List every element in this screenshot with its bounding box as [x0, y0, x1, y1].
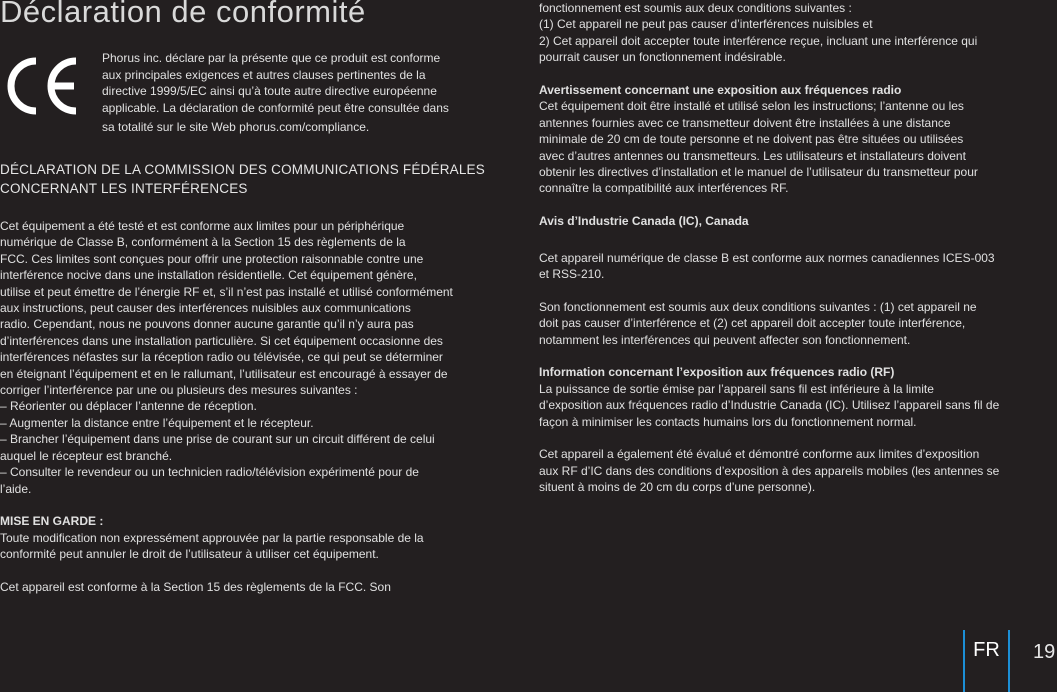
ce-line: aux principales exigences et autres clauses pertinentes de la: [102, 67, 426, 82]
fcc-line: utilise et peut émettre de l’énergie RF et, s’il n’est pas installé et utilisé conformément: [0, 284, 453, 299]
language-label: FR: [973, 639, 1000, 661]
rf-warning-heading: Avertissement concernant une exposition aux fréquences radio: [539, 83, 902, 98]
fcc-line: auquel le récepteur est branché.: [0, 448, 173, 463]
fcc-title-line: CONCERNANT LES INTERFÉRENCES: [0, 181, 248, 196]
rf-info-line: La puissance de sortie émise par l’appareil sans fil est inférieure à la limite: [539, 381, 934, 396]
page-number: 19: [1033, 641, 1056, 663]
rf-info-heading: Information concernant l’exposition aux fréquences radio (RF): [539, 365, 895, 380]
caution-line: Toute modification non expressément approuvée par la partie responsable de la: [0, 530, 424, 545]
fcc-line: l’aide.: [0, 481, 32, 496]
mobile-line: situent à moins de 20 cm du corps d’une personne).: [539, 480, 816, 495]
caution-heading: MISE EN GARDE :: [0, 514, 104, 529]
rf-info-line: façon à minimiser les contacts humains lors du fonctionnement normal.: [539, 414, 917, 429]
operation-line: doit pas causer d’interférence et (2) cet appareil doit accepter toute interférence,: [539, 316, 966, 331]
intro-line: fonctionnement est soumis aux deux conditions suivantes :: [539, 1, 852, 15]
fcc-line: – Consulter le revendeur ou un technicien radio/télévision expérimenté pour de: [0, 465, 419, 480]
left-column: [0, 160, 495, 595]
fcc-line: aux instructions, peut causer des interférences nuisibles aux communications: [0, 301, 411, 316]
ce-line: directive 1999/5/EC ainsi qu’à toute autre directive européenne: [102, 84, 437, 99]
intro-line: pourrait causer un fonctionnement indésirable.: [539, 50, 786, 65]
rf-warning-line: obtenir les directives d’installation et le manuel de l’utilisateur du transmetteur pour: [539, 165, 978, 180]
ce-declaration-text: [102, 50, 497, 136]
section15-line: Cet appareil est conforme à la Section 15 des règlements de la FCC. Son: [0, 579, 391, 594]
intro-line: 2) Cet appareil doit accepter toute interférence reçue, incluant une interférence qui: [539, 33, 978, 48]
fcc-line: radio. Cependant, nous ne pouvons donner aucune garantie qu’il n’y aura pas: [0, 317, 414, 332]
rf-info-line: d’exposition aux fréquences radio d’Industrie Canada (IC). Utilisez l’appareil sans fil de: [539, 398, 1000, 413]
ic-line: Cet appareil numérique de classe B est conforme aux normes canadiennes ICES-003: [539, 250, 995, 265]
right-column: [539, 0, 1039, 496]
fcc-line: FCC. Ces limites sont conçues pour offrir une protection raisonnable contre une: [0, 251, 424, 266]
fcc-line: Cet équipement a été testé et est conforme aux limites pour un périphérique: [0, 219, 405, 233]
fcc-body: [0, 218, 495, 497]
page-title: Déclaration de conformité: [0, 0, 366, 29]
ic-heading: Avis d’Industrie Canada (IC), Canada: [539, 214, 749, 229]
rf-warning-line: avec d’autres antennes ou transmetteurs. Les utilisateurs et installateurs doivent: [539, 148, 966, 163]
rf-warning-line: Cet équipement doit être installé et utilisé selon les instructions; l’antenne ou les: [539, 99, 964, 114]
fcc-line: interférences néfastes sur la réception radio ou télévisée, ce qui peut se déterminer: [0, 350, 443, 365]
rf-warning-line: minimale de 20 cm de toute personne et ne doivent pas être situées ou utilisées: [539, 132, 964, 147]
mobile-line: aux RF d’IC dans des conditions d’exposition à des appareils mobiles (les antennes se: [539, 463, 1000, 478]
fcc-line: – Augmenter la distance entre l’équipement et le récepteur.: [0, 415, 314, 430]
fcc-line: d’interférences dans une installation particulière. Si cet équipement occasionne des: [0, 333, 443, 348]
language-tab: [963, 630, 1010, 692]
rf-warning-line: antennes fournies avec ce transmetteur doivent être installées à une distance: [539, 115, 951, 130]
caution-line: conformité peut annuler le droit de l’utilisateur à utiliser cet équipement.: [0, 547, 379, 562]
fcc-line: – Réorienter ou déplacer l’antenne de réception.: [0, 399, 257, 414]
mobile-line: Cet appareil a également été évalué et démontré conforme aux limites d’exposition: [539, 447, 980, 462]
ce-line: sa totalité sur le site Web phorus.com/compliance.: [102, 120, 370, 135]
rf-warning-line: connaître la compatibilité aux interférences RF.: [539, 181, 789, 196]
operation-line: Son fonctionnement est soumis aux deux conditions suivantes : (1) cet appareil ne: [539, 299, 977, 314]
ce-line: Phorus inc. déclare par la présente que ce produit est conforme: [102, 51, 441, 65]
ic-line: et RSS-210.: [539, 267, 605, 282]
fcc-line: numérique de Classe B, conformément à la Section 15 des règlements de la: [0, 235, 406, 250]
fcc-line: en éteignant l’équipement et en le rallumant, l’utilisateur est encouragé à essayer de: [0, 366, 448, 381]
ce-line: applicable. La déclaration de conformité peut être consultée dans: [102, 100, 449, 115]
fcc-line: interférence nocive dans une installation résidentielle. Cet équipement génère,: [0, 268, 417, 283]
fcc-line: corriger l’interférence par une ou plusieurs des mesures suivantes :: [0, 383, 358, 398]
fcc-line: – Brancher l’équipement dans une prise de courant sur un circuit différent de celui: [0, 432, 435, 447]
operation-line: notamment les interférences qui peuvent affecter son fonctionnement.: [539, 332, 911, 347]
intro-line: (1) Cet appareil ne peut pas causer d’interférences nuisibles et: [539, 17, 873, 32]
ce-mark-icon: [2, 55, 80, 117]
fcc-title-line: DÉCLARATION DE LA COMMISSION DES COMMUNICATIONS FÉDÉRALES: [0, 162, 485, 177]
